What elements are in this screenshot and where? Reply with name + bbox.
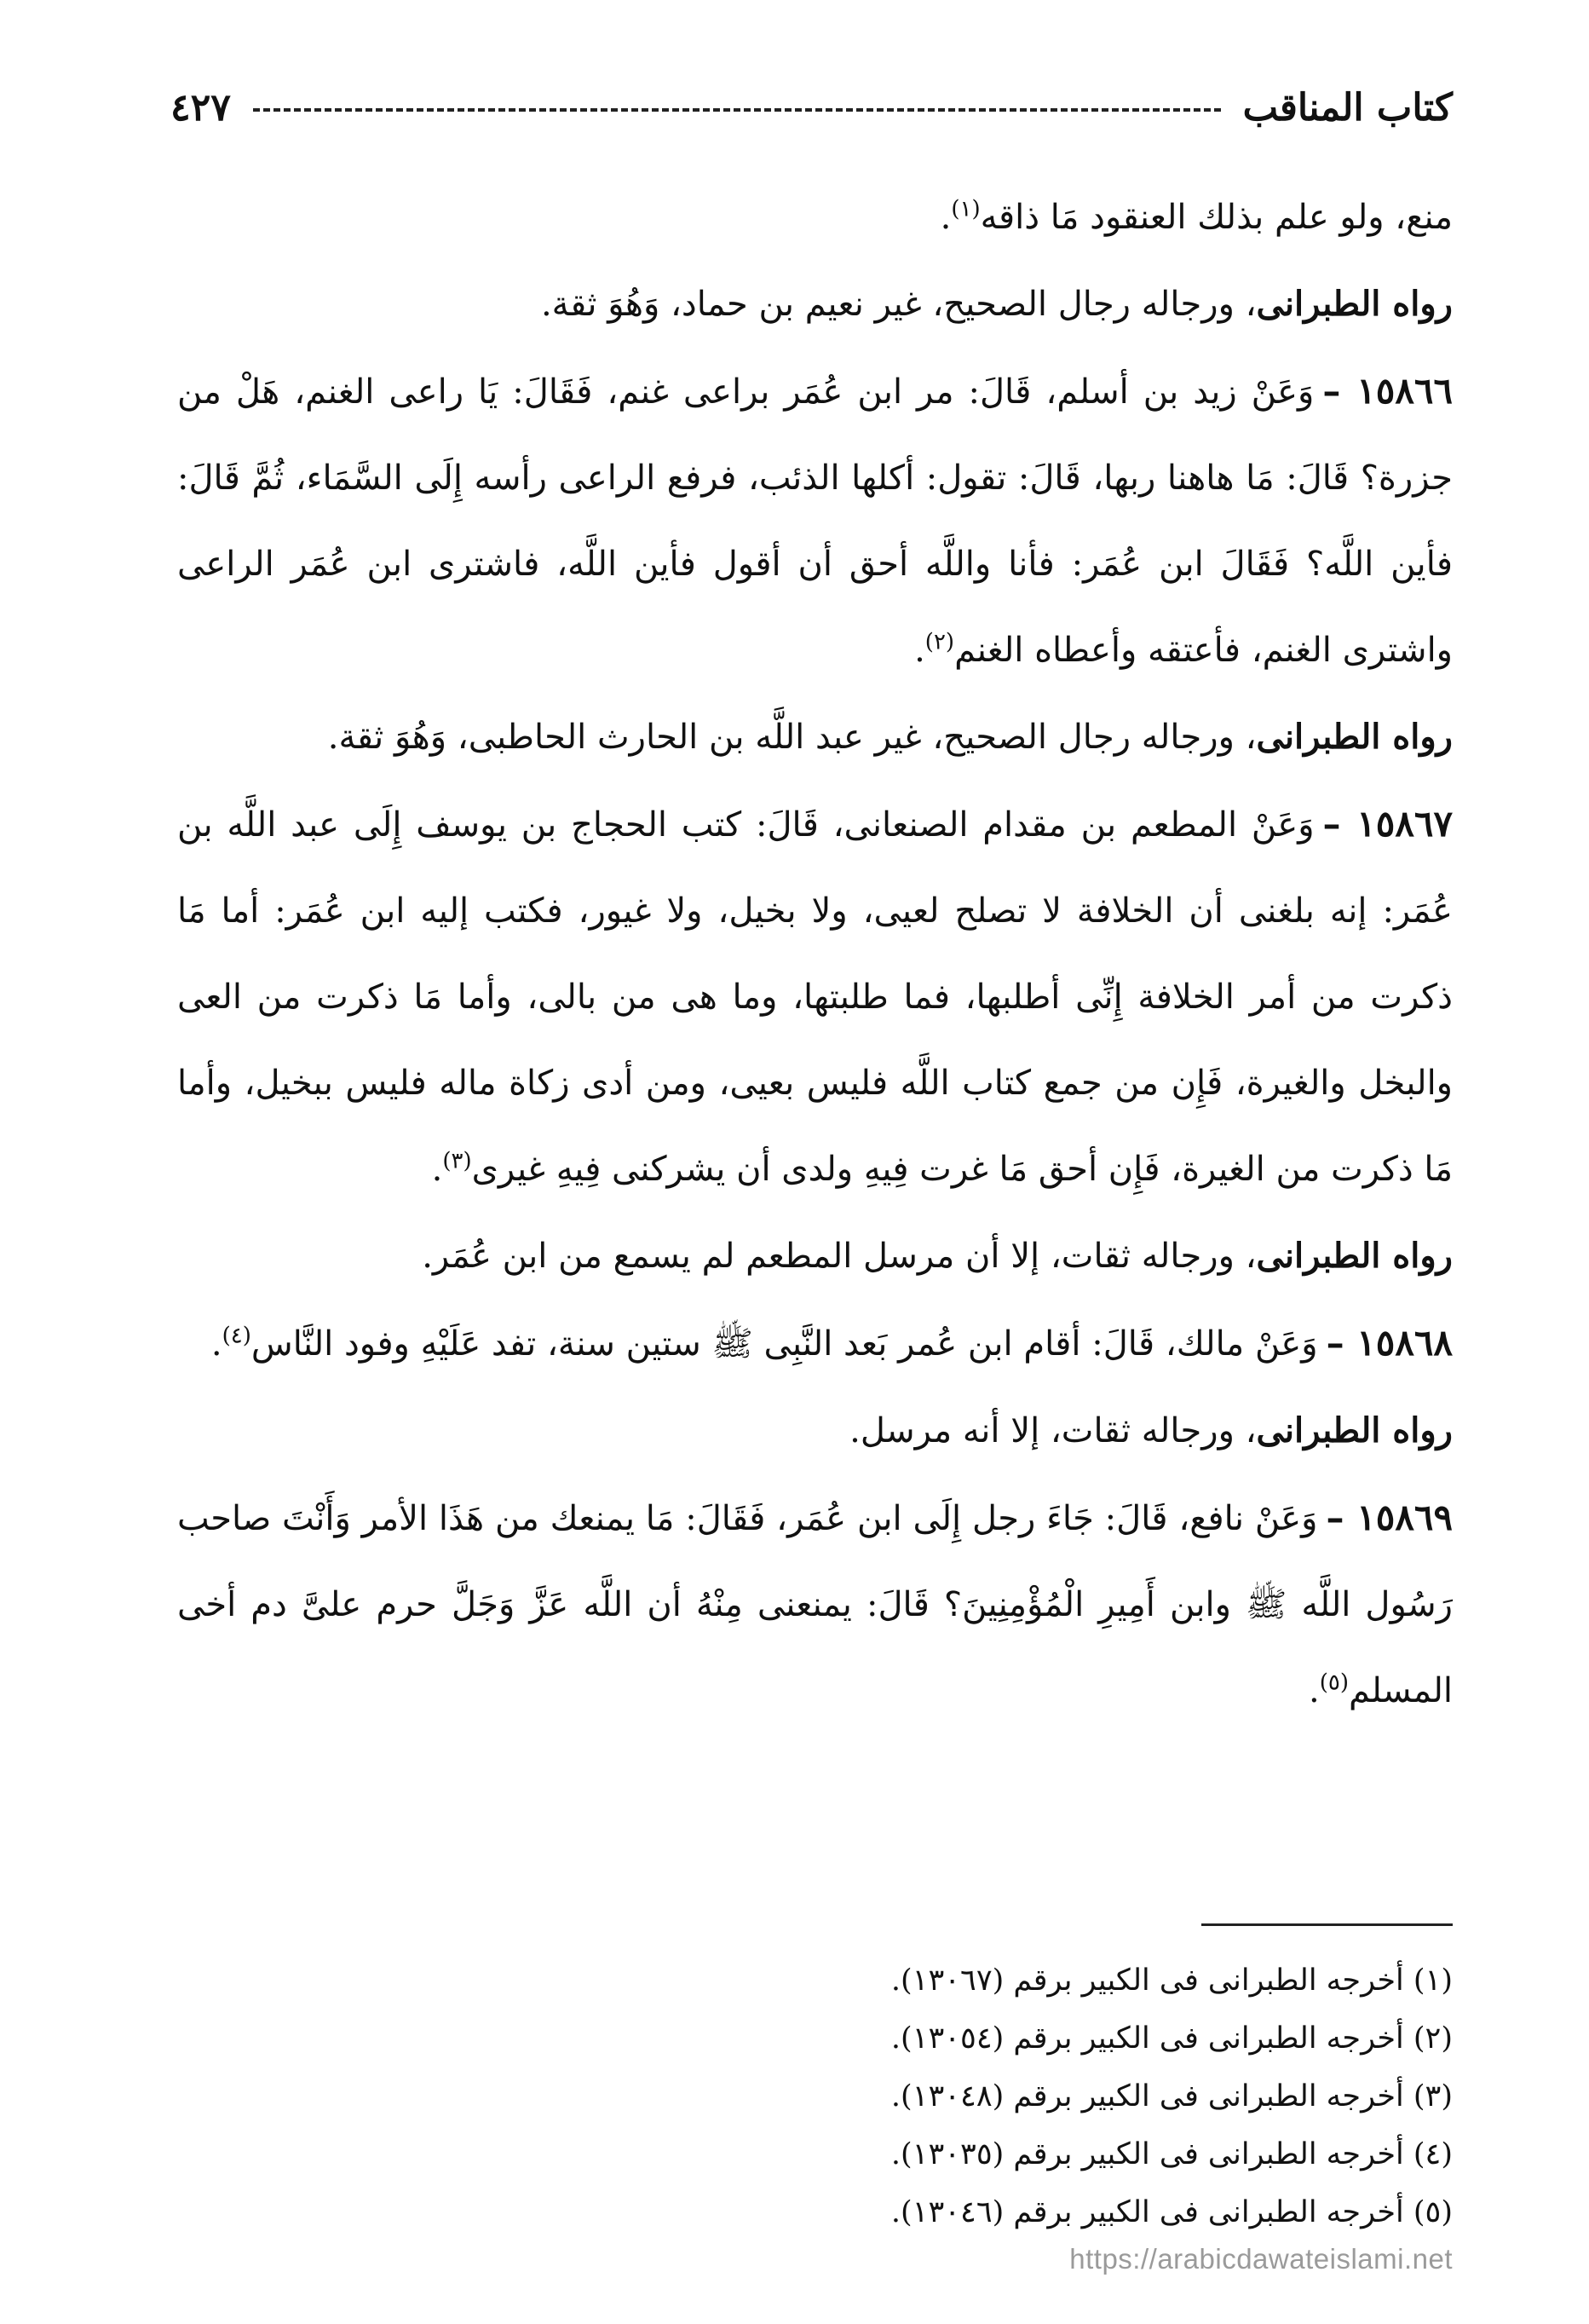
hadith-number: ١٥٨٦٦ –	[1322, 370, 1453, 412]
hadith-number: ١٥٨٦٩ –	[1326, 1496, 1453, 1538]
watermark-url: https://arabicdawateislami.net	[1069, 2243, 1453, 2275]
hadith-entry: ١٥٨٦٩ –وَعَنْ نافع، قَالَ: جَاءَ رجل إِلَى ابن عُمَر، فَقَالَ: مَا يمنعك من هَذَا الأمر وَأَنْتَ صاحب رَسُول اللَّه ﷺ وابن أَمِيرِ الْمُؤْمِنِينَ؟ قَالَ: يمنعنى مِنْهُ أن اللَّه عَزَّ وَجَلَّ حرم علىَّ دم أخى المسلم$^{(٥)}$.	[177, 1496, 1453, 1710]
source-note	[177, 1387, 1453, 1474]
narrator-label: رواه الطبرانى	[1256, 717, 1453, 757]
hadith-text: وَعَنْ المطعم بن مقدام الصنعانى، قَالَ: كتب الحجاج بن يوسف إِلَى عبد اللَّه بن عُمَر: إنه بلغنى أن الخلافة لا تصلح لعيى، ولا بخيل، ولا غيور، فكتب إليه ابن عُمَر: أما مَا ذكرت من أمر الخلافة إِنِّى أطلبها، فما طلبتها، وما هى من بالى، وأما مَا ذكرت من العى والبخل والغيرة، فَإِن من جمع كتاب اللَّه فليس بعيى، ومن أدى زكاة ماله فليس ببخيل، وأما مَا ذكرت من الغيرة، فَإِن أحق مَا غرت فِيهِ ولدى أن يشركنى فِيهِ غيرى	[177, 805, 1453, 1189]
footnote-item: (٢) أخرجه الطبرانى فى الكبير برقم (١٣٠٥٤).	[890, 2021, 1453, 2056]
footnotes	[177, 1952, 1453, 2241]
hadith-entry: ١٥٨٦٧ –وَعَنْ المطعم بن مقدام الصنعانى، قَالَ: كتب الحجاج بن يوسف إِلَى عبد اللَّه بن عُمَر: إنه بلغنى أن الخلافة لا تصلح لعيى، ولا بخيل، ولا غيور، فكتب إليه ابن عُمَر: أما مَا ذكرت من أمر الخلافة إِنِّى أطلبها، فما طلبتها، وما هى من بالى، وأما مَا ذكرت من العى والبخل والغيرة، فَإِن من جمع كتاب اللَّه فليس بعيى، ومن أدى زكاة ماله فليس ببخيل، وأما مَا ذكرت من الغيرة، فَإِن أحق مَا غرت فِيهِ ولدى أن يشركنى فِيهِ غيرى$^{(٣)}$.	[177, 803, 1453, 1189]
hadith-text: وَعَنْ زيد بن أسلم، قَالَ: مر ابن عُمَر براعى غنم، فَقَالَ: يَا راعى الغنم، هَلْ من جزرة؟ قَالَ: مَا هاهنا ربها، قَالَ: تقول: أكلها الذئب، فرفع الراعى رأسه إِلَى السَّمَاء، ثُمَّ قَالَ: فأين اللَّه؟ فَقَالَ ابن عُمَر: فأنا واللَّه أحق أن أقول فأين اللَّه، فاشترى ابن عُمَر الراعى واشترى الغنم، فأعتقه وأعطاه الغنم	[177, 372, 1453, 670]
paragraph-continuation: منع، ولو علم بذلك العنقود مَا ذاقه$^{(١)}$.	[940, 196, 1453, 237]
source-note-text: ، ورجاله ثقات، إلا أنه مرسل.	[849, 1411, 1257, 1450]
footnote-ref: (١)	[951, 196, 981, 222]
footnote-ref: (٤)	[222, 1323, 251, 1349]
footnote-ref: (٣)	[442, 1148, 472, 1174]
narrator-label: رواه الطبرانى	[1256, 1410, 1453, 1450]
hadith-text: وَعَنْ نافع، قَالَ: جَاءَ رجل إِلَى ابن عُمَر، فَقَالَ: مَا يمنعك من هَذَا الأمر وَأَنْتَ صاحب رَسُول اللَّه ﷺ وابن أَمِيرِ الْمُؤْمِنِينَ؟ قَالَ: يمنعنى مِنْهُ أن اللَّه عَزَّ وَجَلَّ حرم علىَّ دم أخى المسلم	[177, 1499, 1453, 1710]
footnote-ref: (٥)	[1319, 1669, 1350, 1696]
page-body	[177, 175, 1453, 1734]
source-note	[177, 261, 1453, 348]
hadith-number: ١٥٨٦٧ –	[1322, 803, 1453, 845]
source-note-text: ، ورجاله رجال الصحيح، غير عبد اللَّه بن الحارث الحاطبى، وَهُوَ ثقة.	[327, 718, 1257, 757]
hadith-number: ١٥٨٦٨ –	[1326, 1322, 1453, 1364]
book-title: كتاب المناقب	[1242, 85, 1453, 130]
source-note-text: ، ورجاله رجال الصحيح، غير نعيم بن حماد، وَهُوَ ثقة.	[540, 285, 1257, 324]
footnote-ref: (٢)	[924, 629, 955, 655]
source-note-text: ، ورجاله ثقات، إلا أن مرسل المطعم لم يسمع من ابن عُمَر.	[422, 1237, 1257, 1276]
hadith-entry: ١٥٨٦٨ –وَعَنْ مالك، قَالَ: أقام ابن عُمر بَعد النَّبِى ﷺ ستين سنة، تفد عَلَيْهِ وفود النَّاس$^{(٤)}$.	[210, 1322, 1453, 1364]
footnote-item: (١) أخرجه الطبرانى فى الكبير برقم (١٣٠٦٧).	[890, 1964, 1453, 1998]
footnote-item: (٣) أخرجه الطبرانى فى الكبير برقم (١٣٠٤٨).	[890, 2079, 1453, 2114]
footnote-separator	[1201, 1923, 1453, 1926]
page-number: ٤٢٧	[170, 85, 231, 130]
narrator-label: رواه الطبرانى	[1256, 1236, 1453, 1276]
source-note	[177, 694, 1453, 781]
hadith-text: وَعَنْ مالك، قَالَ: أقام ابن عُمر بَعد النَّبِى ﷺ ستين سنة، تفد عَلَيْهِ وفود النَّاس	[250, 1324, 1318, 1364]
footnote-item: (٤) أخرجه الطبرانى فى الكبير برقم (١٣٠٣٥).	[890, 2137, 1453, 2171]
header-dash-rule	[253, 108, 1221, 112]
running-header	[170, 84, 1453, 131]
paragraph-text: منع، ولو علم بذلك العنقود مَا ذاقه	[980, 198, 1453, 237]
source-note	[177, 1213, 1453, 1300]
hadith-entry: ١٥٨٦٦ –وَعَنْ زيد بن أسلم، قَالَ: مر ابن عُمَر براعى غنم، فَقَالَ: يَا راعى الغنم، هَلْ من جزرة؟ قَالَ: مَا هاهنا ربها، قَالَ: تقول: أكلها الذئب، فرفع الراعى رأسه إِلَى السَّمَاء، ثُمَّ قَالَ: فأين اللَّه؟ فَقَالَ ابن عُمَر: فأنا واللَّه أحق أن أقول فأين اللَّه، فاشترى ابن عُمَر الراعى واشترى الغنم، فأعتقه وأعطاه الغنم$^{(٢)}$.	[177, 370, 1453, 670]
footnote-item: (٥) أخرجه الطبرانى فى الكبير برقم (١٣٠٤٦).	[890, 2195, 1453, 2229]
narrator-label: رواه الطبرانى	[1256, 284, 1453, 324]
